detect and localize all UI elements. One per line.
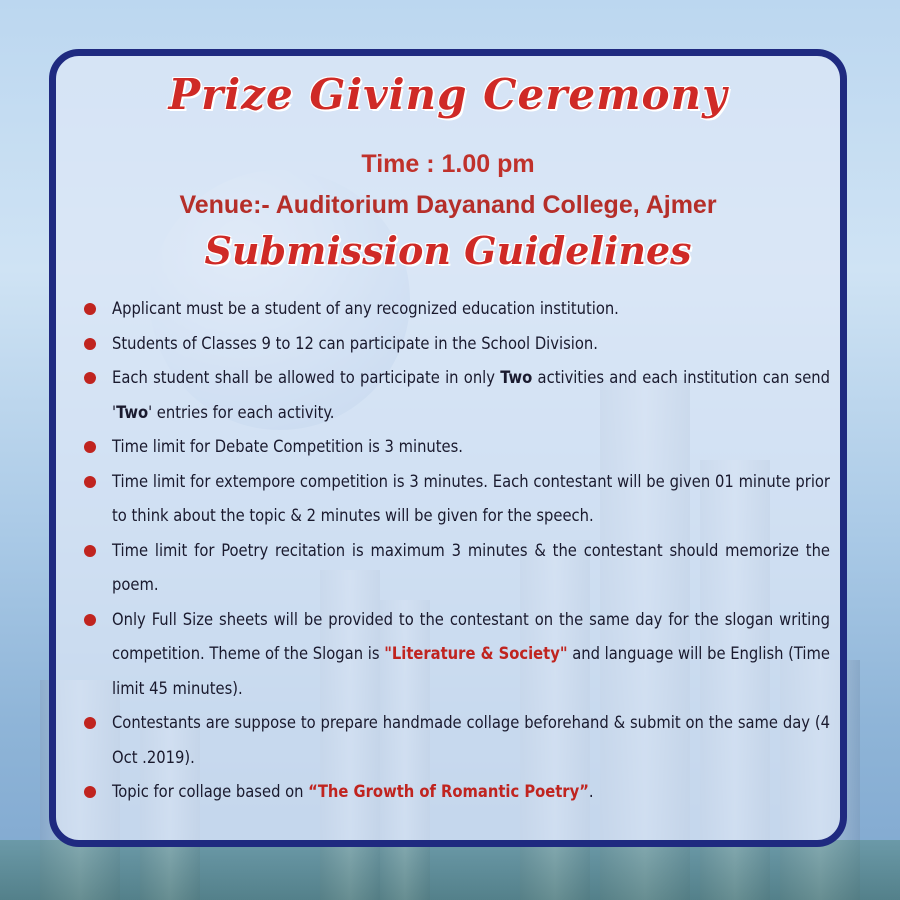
guideline-text: .	[588, 782, 594, 801]
ground	[0, 840, 900, 900]
guideline-text: Contestants are suppose to prepare handmade collage beforehand & submit on the same day (4 Oct .2019).	[112, 713, 830, 767]
bullet-icon	[84, 338, 96, 350]
guideline-text: Time limit for Poetry recitation is maximum 3 minutes & the contestant should memorize the poem.	[112, 540, 830, 594]
bullet-icon	[84, 476, 96, 488]
collage-topic-text: “The Growth of Romantic Poetry”	[308, 782, 589, 801]
guideline-text: Each student shall be allowed to participate in only	[112, 368, 501, 387]
guidelines-panel	[49, 49, 847, 847]
bullet-icon	[84, 372, 96, 384]
list-item	[78, 706, 830, 775]
list-item	[78, 430, 830, 465]
bullet-icon	[84, 545, 96, 557]
bullet-icon	[84, 441, 96, 453]
page-title: Prize Giving Ceremony	[168, 70, 728, 119]
guideline-text: Students of Classes 9 to 12 can participate in the School Division.	[112, 333, 598, 353]
guidelines-list	[78, 292, 830, 810]
event-time: Time : 1.00 pm	[361, 150, 535, 178]
guideline-text: Applicant must be a student of any recognized education institution.	[112, 299, 619, 318]
list-item	[78, 534, 830, 603]
guideline-text: ' entries for each activity.	[148, 402, 335, 422]
list-item	[78, 465, 830, 534]
slogan-theme-text: "Literature & Society"	[384, 644, 568, 663]
list-item	[78, 603, 830, 707]
bullet-icon	[84, 614, 96, 626]
bullet-icon	[84, 717, 96, 729]
list-item	[78, 361, 830, 430]
list-item	[78, 292, 830, 327]
guideline-text: Time limit for extempore competition is 3 minutes. Each contestant will be given 01 minute prior to think about the topic & 2 minutes will be given for the speech.	[112, 471, 830, 525]
guideline-text: and language will be English (Time limit 45 minutes).	[112, 644, 830, 698]
section-heading: Submission Guidelines	[204, 228, 692, 273]
list-item	[78, 775, 830, 810]
event-venue: Venue:- Auditorium Dayanand College, Ajmer	[179, 191, 717, 219]
bullet-icon	[84, 303, 96, 315]
guideline-text: Only Full Size sheets will be provided to the contestant on the same day for the slogan writing competition. Theme of the Slogan is	[112, 609, 830, 663]
guideline-text: activities and each institution can send '	[112, 368, 831, 422]
bullet-icon	[84, 786, 96, 798]
list-item	[78, 327, 830, 362]
emphasis-text: Two	[116, 402, 149, 422]
guideline-text: Topic for collage based on	[112, 782, 309, 801]
emphasis-text: Two	[500, 368, 533, 387]
guideline-text: Time limit for Debate Competition is 3 minutes.	[112, 437, 463, 456]
